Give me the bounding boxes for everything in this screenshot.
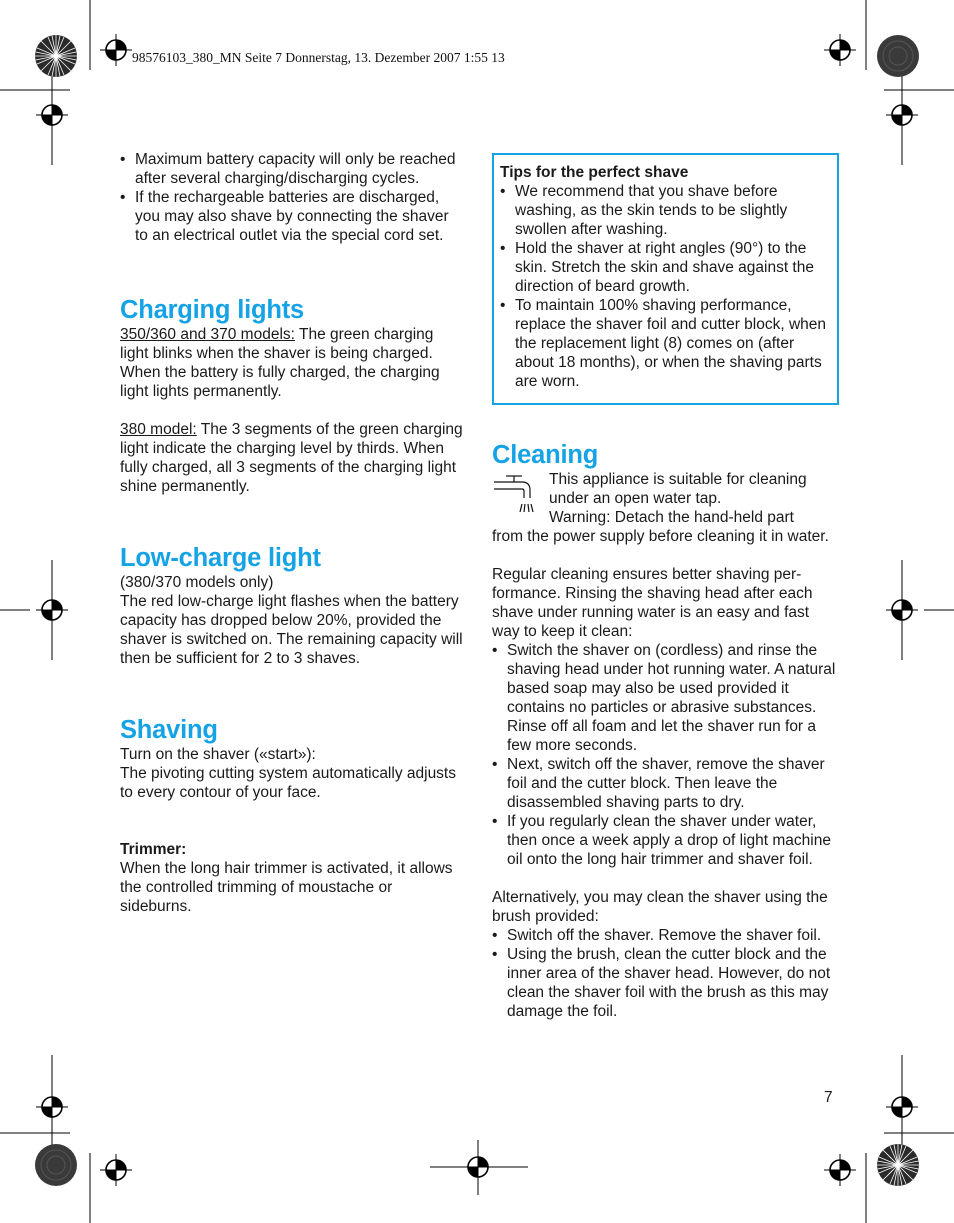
list-item: • If you regularly clean the shaver under water, then once a week apply a drop of light machine oil onto the long hair trimmer and shaver foil. bbox=[492, 812, 837, 869]
charging-text-2: The 3 segments of the green charging light indicate the charging level by thirds. When fully charged, all 3 segments of the charging light shine permanently. bbox=[120, 421, 463, 495]
charging-text-1: The green charging light blinks when the shaver is being charged. When the battery is fully charged, the charging light lights permanently. bbox=[120, 326, 440, 400]
low-charge-note: (380/370 models only) bbox=[120, 574, 274, 591]
list-item: • Using the brush, clean the cutter block and the inner area of the shaver head. However, do not clean the shaver foil with the brush as this may damage the foil. bbox=[492, 945, 837, 1021]
water-tap-icon bbox=[492, 472, 540, 516]
alternative-cleaning-text: Alternatively, you may clean the shaver using the brush provided: bbox=[492, 889, 828, 925]
print-header: 98576103_380_MN Seite 7 Donnerstag, 13. Dezember 2007 1:55 13 bbox=[132, 50, 505, 65]
cleaning-warning-start: Warning: Detach the hand-held part bbox=[549, 509, 794, 526]
cleaning-heading: Cleaning bbox=[492, 441, 599, 469]
cleaning-steps-list bbox=[492, 641, 837, 869]
tips-title: Tips for the perfect shave bbox=[500, 164, 689, 181]
cleaning-warning-end: from the power supply before cleaning it in water. bbox=[492, 528, 829, 545]
list-item: • Next, switch off the shaver, remove the shaver foil and the cutter block. Then leave the disassembled shaving parts to dry. bbox=[492, 755, 837, 812]
tips-box bbox=[492, 153, 839, 405]
battery-bullet-list bbox=[120, 150, 465, 245]
shaving-line-1: Turn on the shaver («start»): bbox=[120, 746, 316, 763]
charging-paragraph-1 bbox=[120, 325, 465, 401]
model-380-label: 380 model: bbox=[120, 421, 197, 438]
brush-steps-list bbox=[492, 926, 837, 1021]
regular-cleaning-text: Regular cleaning ensures better shaving per-formance. Rinsing the shaving head after each shave under running water is an easy and fast way to keep it clean: bbox=[492, 566, 813, 640]
right-column bbox=[492, 153, 837, 1021]
cleaning-intro-text: This appliance is suitable for cleaning under an open water tap. bbox=[549, 471, 807, 507]
left-column bbox=[120, 150, 465, 916]
charging-paragraph-2 bbox=[120, 420, 465, 496]
page-number: 7 bbox=[824, 1089, 833, 1106]
charging-lights-heading: Charging lights bbox=[120, 296, 304, 324]
list-item: • Switch off the shaver. Remove the shaver foil. bbox=[492, 926, 837, 945]
list-item: • We recommend that you shave before washing, as the skin tends to be slightly swollen after washing. bbox=[500, 182, 830, 239]
trimmer-text: When the long hair trimmer is activated, it allows the controlled trimming of moustache or sideburns. bbox=[120, 860, 453, 915]
tips-list bbox=[500, 182, 830, 391]
list-item: • Hold the shaver at right angles (90°) to the skin. Stretch the skin and shave against the direction of beard growth. bbox=[500, 239, 830, 296]
shaving-heading: Shaving bbox=[120, 716, 218, 744]
list-item: • Switch the shaver on (cordless) and rinse the shaving head under hot running water. A natural based soap may also be used provided it contains no particles or abrasive substances. Rinse off all foam and let the shaver run for a few more seconds. bbox=[492, 641, 837, 755]
shaving-line-2: The pivoting cutting system automatically adjusts to every contour of your face. bbox=[120, 765, 456, 801]
trimmer-heading: Trimmer: bbox=[120, 841, 187, 858]
list-item: • To maintain 100% shaving performance, replace the shaver foil and cutter block, when the replacement light (8) comes on (after about 18 months), or when the shaving parts are worn. bbox=[500, 296, 830, 391]
list-item: • If the rechargeable batteries are discharged, you may also shave by connecting the shaver to an electrical outlet via the special cord set. bbox=[120, 188, 465, 245]
list-item: • Maximum battery capacity will only be reached after several charging/discharging cycles. bbox=[120, 150, 465, 188]
low-charge-heading: Low-charge light bbox=[120, 544, 321, 572]
cleaning-intro bbox=[492, 470, 837, 546]
low-charge-text: The red low-charge light flashes when the battery capacity has dropped below 20%, provided the shaver is switched on. The remaining capacity will then be sufficient for 2 to 3 shaves. bbox=[120, 593, 463, 667]
models-350-370-label: 350/360 and 370 models: bbox=[120, 326, 295, 343]
